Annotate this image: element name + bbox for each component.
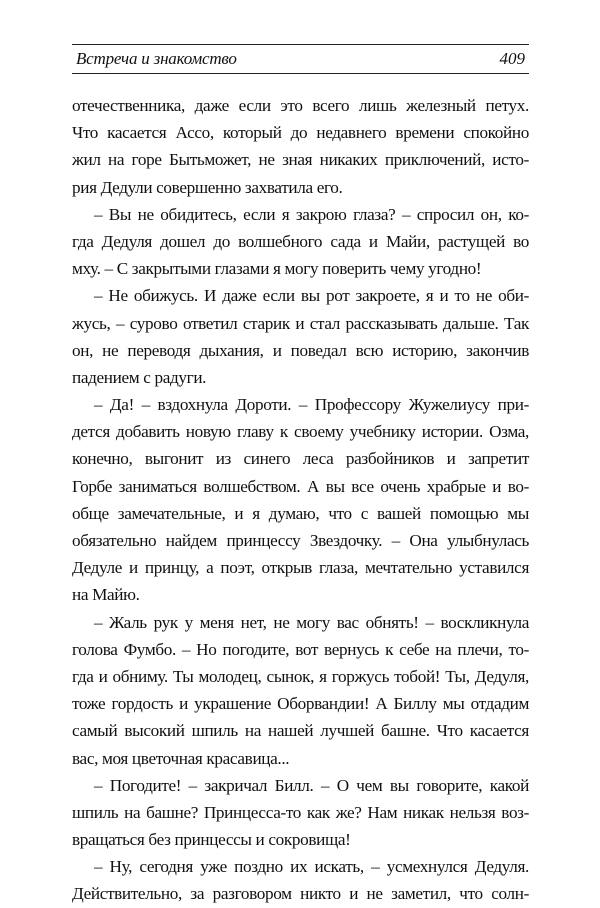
- body-text: [72, 92, 529, 908]
- text-line: вас, моя цветочная красавица...: [72, 748, 290, 768]
- text-line: отечественника, даже если это всего лишь железный петух.: [72, 96, 529, 115]
- text-line: Действительно, за разговором никто и не заметил, что солн-: [72, 884, 529, 904]
- text-line: Дедуле и принцу, а поэт, открыв глаза, мечтательно уставился: [72, 558, 529, 578]
- text-line: – Да! – вздохнула Дороти. – Профессору Жужелиусу при-: [94, 395, 529, 415]
- text-line: Что касается Ассо, который до недавнего времени спокойно: [72, 123, 529, 143]
- text-line: рия Дедули совершенно захватила его.: [72, 177, 343, 197]
- text-line: он, не переводя дыхания, и поведал всю историю, закончив: [72, 340, 529, 360]
- text-line: падением с радуги.: [72, 367, 207, 387]
- text-line: дется добавить новую главу к своему учебнику истории. Озма,: [72, 422, 529, 442]
- running-header: [72, 44, 529, 74]
- text-line: – Не обижусь. И даже если вы рот закроете, я и то не оби-: [94, 286, 529, 306]
- text-line: – Погодите! – закричал Билл. – О чем вы говорите, какой: [94, 775, 529, 795]
- text-line: обязательно найдем принцессу Звездочку. – Она улыбнулась: [72, 531, 529, 550]
- chapter-title: Встреча и знакомство: [76, 49, 237, 68]
- text-line: шпиль на башне? Принцесса-то как же? Нам никак нельзя воз-: [72, 802, 529, 822]
- text-line: Горбе заниматься волшебством. А вы все очень храбрые и во-: [72, 476, 529, 496]
- text-line: голова Фумбо. – Но погодите, вот вернусь к себе на плечи, то-: [72, 639, 529, 659]
- text-line: тоже гордость и украшение Оборвандии! А Биллу мы отдадим: [72, 694, 529, 714]
- text-line: конечно, выгонит из синего леса разбойников и запретит: [72, 449, 529, 469]
- text-line: – Жаль рук у меня нет, не могу вас обнять! – воскликнула: [94, 612, 529, 632]
- text-line: жусь, – сурово ответил старик и стал рассказывать дальше. Так: [72, 313, 529, 333]
- text-line: самый высокий шпиль на нашей лучшей башне. Что касается: [72, 721, 529, 741]
- book-page: [72, 0, 529, 904]
- text-line: на Майю.: [72, 585, 140, 605]
- text-line: гда Дедуля дошел до волшебного сада и Майи, растущей во: [72, 231, 529, 251]
- text-line: обще замечательные, и я думаю, что с вашей помощью мы: [72, 503, 529, 523]
- text-line: гда и обниму. Ты молодец, сынок, я горжусь тобой! Ты, Дедуля,: [72, 666, 529, 686]
- text-line: мху. – С закрытыми глазами я могу поверить чему угодно!: [72, 259, 482, 279]
- text-line: – Ну, сегодня уже поздно их искать, – усмехнулся Дедуля.: [94, 857, 529, 877]
- text-line: жил на горе Бытьможет, не зная никаких приключений, исто-: [72, 150, 529, 170]
- text-line: – Вы не обидитесь, если я закрою глаза? – спросил он, ко-: [94, 204, 529, 224]
- text-line: вращаться без принцессы и сокровища!: [72, 830, 351, 850]
- page-number: 409: [499, 49, 525, 68]
